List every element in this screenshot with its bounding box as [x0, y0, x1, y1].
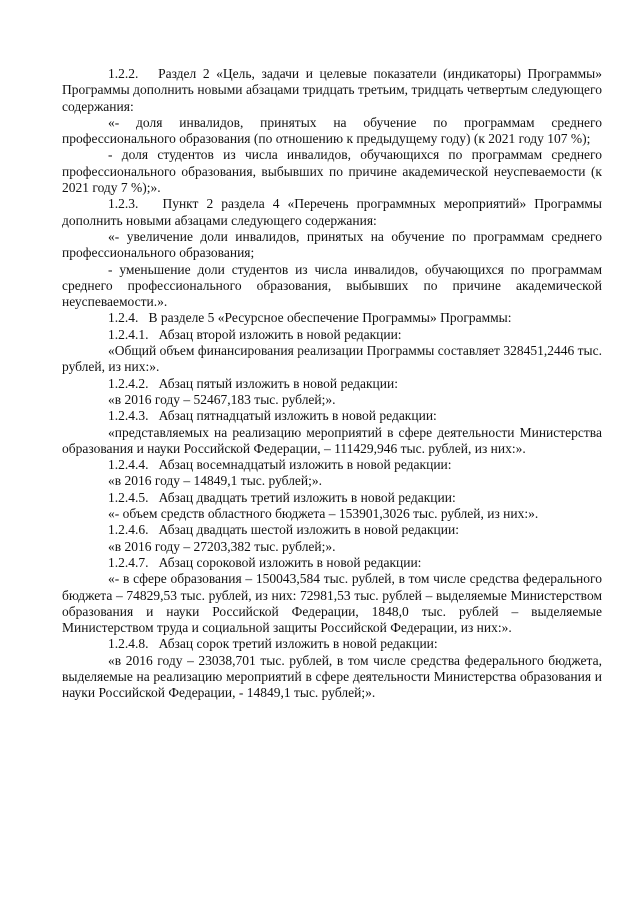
paragraph-quote-2016-a: «в 2016 году – 52467,183 тыс. рублей;». — [108, 391, 336, 407]
paragraph-1-2-4: 1.2.4. В разделе 5 «Ресурсное обеспечение Программы» Программы: — [108, 310, 512, 326]
paragraph-1-2-4-3: 1.2.4.3. Абзац пятнадцатый изложить в новой редакции: — [108, 408, 437, 424]
paragraph-quote-2016-d: «в 2016 году – 23038,701 тыс. рублей, в том числе средства федерального бюджета, выделяемые на реализацию мероприятий в сфере деятельности Министерства образования и науки Российской Федерации, - 14849,1 тыс. рублей;». — [62, 652, 602, 701]
paragraph-1-2-4-6: 1.2.4.6. Абзац двадцать шестой изложить в новой редакции: — [108, 522, 459, 538]
paragraph-quote-2016-c: «в 2016 году – 27203,382 тыс. рублей;». — [108, 538, 336, 554]
paragraph-1-2-4-7: 1.2.4.7. Абзац сороковой изложить в новой редакции: — [108, 554, 422, 570]
paragraph-1-2-4-2: 1.2.4.2. Абзац пятый изложить в новой редакции: — [108, 375, 398, 391]
paragraph-quote-ministry: «представляемых на реализацию мероприятий в сфере деятельности Министерства образования и науки Российской Федерации, – 111429,946 тыс. рублей, из них:». — [62, 424, 602, 456]
document-body — [62, 66, 602, 702]
paragraph-quote-regional-budget: «- объем средств областного бюджета – 153901,3026 тыс. рублей, из них:». — [108, 506, 539, 522]
paragraph-1-2-4-1: 1.2.4.1. Абзац второй изложить в новой редакции: — [108, 326, 402, 342]
paragraph-1-2-4-4: 1.2.4.4. Абзац восемнадцатый изложить в новой редакции: — [108, 457, 452, 473]
paragraph-quote-2016-b: «в 2016 году – 14849,1 тыс. рублей;». — [108, 473, 323, 489]
paragraph-quote-education-sphere: «- в сфере образования – 150043,584 тыс. рублей, в том числе средства федерального бюджета – 74829,53 тыс. рублей, из них: 72981,53 тыс. рублей – выделяемые Министерством образования и науки Российской Федерации, 1848,0 тыс. рублей – выделяемые Министерством труда и социальной защиты Российской Федерации, из них:». — [62, 571, 602, 636]
paragraph-quote-measure-1: «- увеличение доли инвалидов, принятых на обучение по программам среднего профессионального образования; — [62, 228, 602, 261]
paragraph-quote-indicator-2: - доля студентов из числа инвалидов, обучающихся по программам среднего профессионального образования, выбывших по причине академической неуспеваемости (к 2021 году 7 %);». — [62, 147, 602, 196]
paragraph-1-2-4-8: 1.2.4.8. Абзац сорок третий изложить в новой редакции: — [108, 636, 438, 652]
paragraph-1-2-4-5: 1.2.4.5. Абзац двадцать третий изложить в новой редакции: — [108, 489, 456, 505]
paragraph-quote-total-funding: «Общий объем финансирования реализации Программы составляет 328451,2446 тыс. рублей, из них:». — [62, 343, 602, 375]
paragraph-quote-indicator-1: «- доля инвалидов, принятых на обучение по программам среднего профессионального образования (по отношению к предыдущему году) (к 2021 году 107 %); — [62, 114, 602, 147]
paragraph-1-2-3: 1.2.3. Пункт 2 раздела 4 «Перечень программных мероприятий» Программы дополнить новыми абзацами следующего содержания: — [62, 196, 602, 228]
paragraph-quote-measure-2: - уменьшение доли студентов из числа инвалидов, обучающихся по программам среднего профессионального образования, выбывших по причине академической неуспеваемости.». — [62, 261, 602, 310]
paragraph-1-2-2: 1.2.2. Раздел 2 «Цель, задачи и целевые показатели (индикаторы) Программы» Программы дополнить новыми абзацами тридцать третьим, тридцать четвертым следующего содержания: — [62, 66, 602, 114]
